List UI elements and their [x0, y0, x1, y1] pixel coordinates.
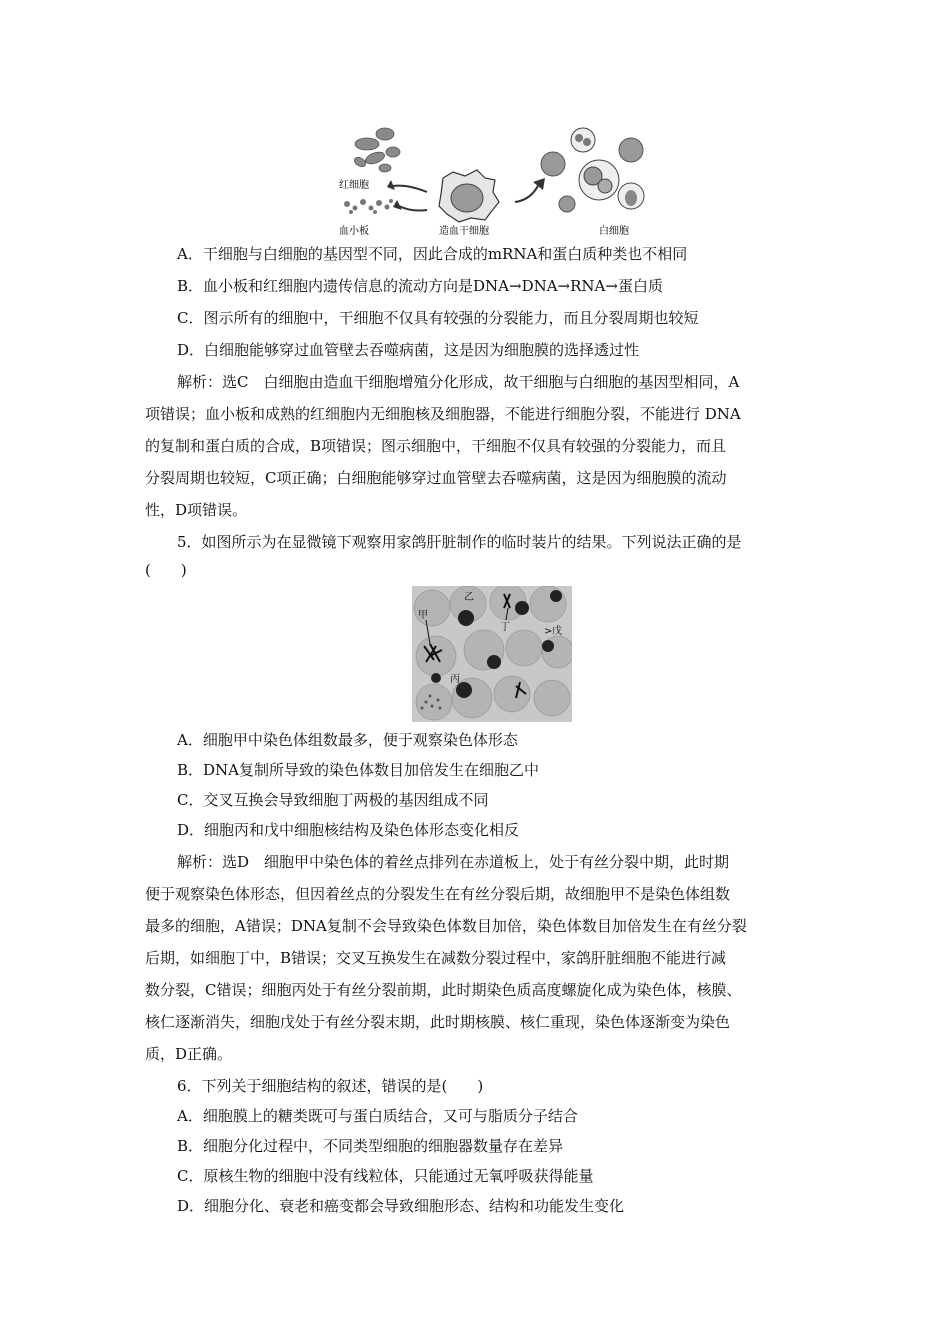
label-yi: 乙: [464, 592, 474, 603]
q5-analysis-line: 质，D正确。: [145, 1045, 233, 1063]
q6-option-d: D．细胞分化、衰老和癌变都会导致细胞形态、结构和功能发生变化: [177, 1197, 625, 1215]
q4-option-a: A．干细胞与白细胞的基因型不同，因此合成的mRNA和蛋白质种类也不相同: [177, 245, 688, 263]
label-white-blood-cell: 白细胞: [599, 226, 629, 237]
arrow-to-wbc-head: [533, 178, 545, 190]
q5-option-a: A．细胞甲中染色体组数最多，便于观察染色体形态: [177, 731, 518, 749]
label-jia: 甲: [418, 610, 428, 621]
q4-option-c: C．图示所有的细胞中，干细胞不仅具有较强的分裂能力，而且分裂周期也较短: [177, 309, 699, 327]
q5-analysis-line: 数分裂，C错误；细胞丙处于有丝分裂前期，此时期染色质高度螺旋化成为染色体，核膜、: [145, 981, 742, 999]
q4-analysis-line: 解析：选C 白细胞由造血干细胞增殖分化形成，故干细胞与白细胞的基因型相同，A: [177, 373, 740, 391]
q5-option-c: C．交叉互换会导致细胞丁两极的基因组成不同: [177, 791, 489, 809]
blood-cell-differentiation-figure: [335, 122, 655, 240]
q6-option-b: B．细胞分化过程中，不同类型细胞的细胞器数量存在差异: [177, 1137, 564, 1155]
q4-analysis-line: 分裂周期也较短，C项正确；白细胞能够穿过血管壁去吞噬病菌，这是因为细胞膜的流动: [145, 469, 727, 487]
q4-analysis-line: 的复制和蛋白质的合成，B项错误；图示细胞中，干细胞不仅具有较强的分裂能力，而且: [145, 437, 727, 455]
q4-analysis-line: 性，D项错误。: [145, 501, 248, 519]
label-red-blood-cell: 红细胞: [339, 180, 369, 191]
q6-option-a: A．细胞膜上的糖类既可与蛋白质结合，又可与脂质分子结合: [177, 1107, 578, 1125]
q5-stem: 5．如图所示为在显微镜下观察用家鸽肝脏制作的临时装片的结果。下列说法正确的是: [177, 533, 742, 551]
q5-answer-paren: ( ): [145, 561, 187, 579]
q6-stem: 6．下列关于细胞结构的叙述，错误的是( ): [177, 1077, 484, 1095]
cell-yi-nucleus: [458, 610, 474, 626]
arrow-to-platelet-head: [393, 200, 402, 210]
platelets: [344, 199, 393, 214]
microscope-image-figure: [412, 586, 572, 722]
arrow-to-platelet: [399, 206, 427, 211]
q5-option-b: B．DNA复制所导致的染色体数目加倍发生在细胞乙中: [177, 761, 540, 779]
q5-analysis-line: 解析：选D 细胞甲中染色体的着丝点排列在赤道板上，处于有丝分裂中期，此时期: [177, 853, 730, 871]
q4-option-b: B．血小板和红细胞内遗传信息的流动方向是DNA→DNA→RNA→蛋白质: [177, 277, 663, 295]
red-blood-cells: [353, 128, 400, 172]
white-blood-cells: [541, 128, 644, 212]
q5-analysis-line: 便于观察染色体形态，但因着丝点的分裂发生在有丝分裂后期，故细胞甲不是染色体组数: [145, 885, 731, 903]
svg-text:>: >: [544, 626, 553, 637]
q5-option-d: D．细胞丙和戊中细胞核结构及染色体形态变化相反: [177, 821, 520, 839]
arrow-to-wbc: [515, 184, 539, 202]
label-stem-cell: 造血干细胞: [439, 226, 489, 237]
q4-option-d: D．白细胞能够穿过血管壁去吞噬病菌，这是因为细胞膜的选择透过性: [177, 341, 640, 359]
q5-analysis-line: 核仁逐渐消失，细胞戊处于有丝分裂末期，此时期核膜、核仁重现，染色体逐渐变为染色: [145, 1013, 731, 1031]
label-wu: 戊: [552, 626, 562, 637]
label-platelet: 血小板: [339, 226, 369, 237]
label-bing: 丙: [450, 674, 460, 685]
q5-analysis-line: 后期，如细胞丁中，B错误；交叉互换发生在减数分裂过程中，家鸽肝脏细胞不能进行减: [145, 949, 727, 967]
label-ding: 丁: [500, 622, 510, 633]
arrow-to-rbc: [393, 186, 427, 192]
q5-analysis-line: 最多的细胞，A错误；DNA复制不会导致染色体数目加倍，染色体数目加倍发生在有丝分裂: [145, 917, 747, 935]
stem-cell-nucleus: [451, 184, 483, 212]
q6-option-c: C．原核生物的细胞中没有线粒体，只能通过无氧呼吸获得能量: [177, 1167, 594, 1185]
q4-analysis-line: 项错误；血小板和成熟的红细胞内无细胞核及细胞器，不能进行细胞分裂，不能进行 DNA: [145, 405, 741, 423]
